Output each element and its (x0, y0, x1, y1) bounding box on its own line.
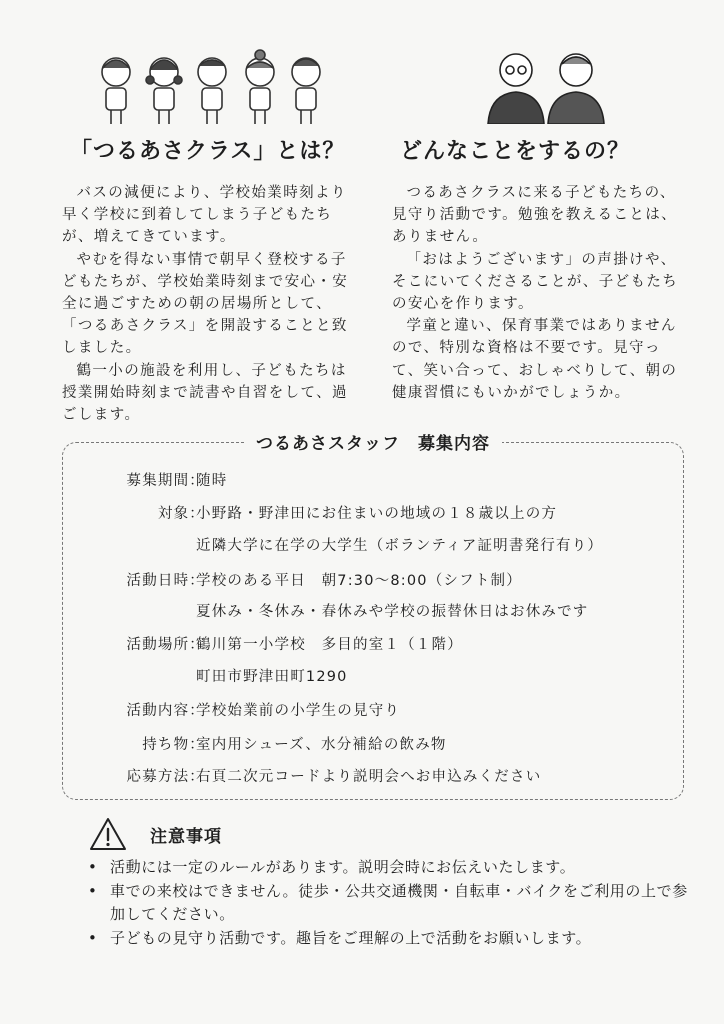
bullet: • (88, 881, 98, 900)
row-value: 随時 (196, 473, 228, 489)
notice-text: 活動には一定のルールがあります。説明会時にお伝えいたします。 (110, 858, 576, 876)
notice-text: 車での来校はできません。徒歩・公共交通機関・自転車・バイクをご利用の上で参加してください。 (110, 881, 688, 923)
row-label: 活動場所： (126, 637, 205, 653)
paragraph: 「おはようございます」の声掛けや、そこにいてくださることが、子どもたちの安心を作ります。 (392, 251, 679, 313)
notice-title: 注意事項 (150, 827, 222, 847)
row-value: 町田市野津田町1290 (196, 669, 348, 685)
child-figure (146, 58, 182, 124)
recruitment-box (62, 434, 684, 800)
paragraph: つるあさクラスに来る子どもたちの、見守り活動です。勉強を教えることは、ありません。 (392, 185, 678, 246)
row-value: 右頁二次元コードより説明会へお申込みください (196, 769, 542, 785)
notice-list (88, 856, 698, 950)
paragraph: バスの減便により、学校始業時刻より早く学校に到着してしまう子どもたちが、増えてきています。 (62, 185, 347, 246)
row-value: 小野路・野津田にお住まいの地域の１８歳以上の方 (196, 506, 558, 522)
row-value: 鶴川第一小学校 多目的室１（１階） (196, 637, 463, 653)
recruitment-title: つるあさスタッフ 募集内容 (244, 429, 502, 454)
row-value: 学校始業前の小学生の見守り (196, 703, 401, 719)
row-label: 活動内容： (126, 703, 205, 719)
notice-text: 子どもの見守り活動です。趣旨をご理解の上で活動をお願いします。 (110, 928, 592, 947)
paragraph: 学童と違い、保育事業ではありませんので、特別な資格は不要です。見守って、笑い合って、おしゃべりして、朝の健康習慣にもいかがでしょうか。 (392, 318, 678, 401)
paragraph: 鶴一小の施設を利用し、子どもたちは授業開始時刻まで読書や自習をして、過ごします。 (62, 362, 348, 424)
section-heading-activity: どんなことをするの？ (400, 139, 631, 164)
row-label: 活動日時： (126, 573, 205, 589)
row-value: 近隣大学に在学の大学生（ボランティア証明書発行有り） (196, 538, 604, 554)
section-heading-about: 「つるあさクラス」とは？ (70, 139, 346, 164)
elders-illustration (486, 44, 606, 124)
child-figure (198, 58, 226, 124)
bullet: • (88, 928, 98, 947)
activity-text (392, 182, 688, 404)
list-item (88, 927, 698, 951)
warning-triangle-icon (88, 816, 128, 852)
list-item (88, 856, 698, 880)
child-figure (292, 58, 320, 124)
row-value: 室内用シューズ、水分補給の飲み物 (196, 737, 447, 753)
row-label: 対象： (157, 506, 205, 522)
row-label: 持ち物： (142, 737, 205, 753)
children-illustration (96, 46, 326, 128)
row-value: 学校のある平日 朝7:30〜8:00（シフト制） (196, 573, 522, 589)
paragraph: やむを得ない事情で朝早く登校する子どもたちが、学校始業時刻まで安心・安全に過ごすための朝の居場所として、「つるあさクラス」を開設することと致しました。 (62, 251, 349, 357)
row-value: 夏休み・冬休み・春休みや学校の振替休日はお休みです (196, 604, 589, 620)
about-text (62, 182, 354, 426)
child-figure (246, 50, 274, 124)
row-label: 募集期間： (126, 473, 205, 489)
list-item (88, 880, 698, 927)
row-label: 応募方法： (126, 769, 205, 785)
bullet: • (88, 858, 98, 876)
child-figure (102, 58, 130, 124)
